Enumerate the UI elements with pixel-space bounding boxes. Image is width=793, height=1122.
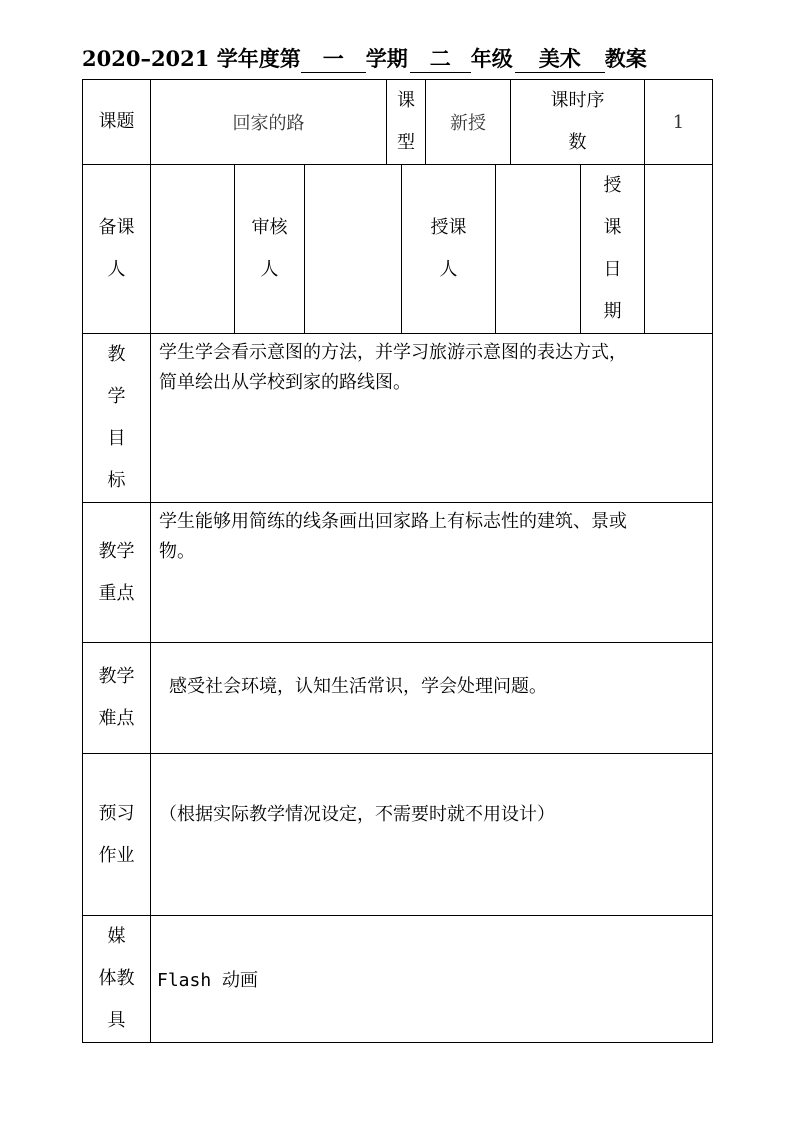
preparer-value	[151, 165, 235, 334]
title-subject: 美术	[515, 46, 605, 73]
preparer-label	[83, 165, 151, 334]
keypoints-label-line2: 重点	[98, 582, 135, 604]
homework-label	[83, 754, 151, 916]
lesson-plan-table	[82, 79, 713, 1043]
objectives-label-line4: 标	[107, 470, 126, 491]
preparer-label-line2: 人	[107, 259, 126, 280]
topic-label: 课题	[83, 80, 151, 165]
reviewer-label-line2: 人	[260, 259, 279, 280]
teacher-label	[402, 165, 496, 334]
media-label-line2: 体教	[98, 968, 135, 989]
homework-label-line1: 预习	[98, 802, 135, 824]
keypoints-text-line2: 物。	[159, 541, 195, 562]
table-row-topic	[83, 80, 713, 165]
difficulties-label	[83, 643, 151, 754]
keypoints-label-line1: 教学	[98, 540, 135, 562]
date-label	[581, 165, 645, 334]
hours-label-line2: 数	[568, 132, 587, 153]
keypoints-label	[83, 503, 151, 643]
objectives-label-line2: 学	[107, 386, 126, 407]
teacher-label-line1: 授课	[430, 217, 467, 238]
title-year: 2020–2021 学年度第	[82, 46, 301, 71]
table-row-difficulties	[83, 643, 713, 754]
type-label-line1: 课	[397, 90, 416, 111]
difficulties-text	[151, 643, 713, 754]
objectives-text	[151, 334, 713, 503]
hours-label	[511, 80, 645, 165]
title-semester-suffix: 学期	[365, 46, 408, 71]
reviewer-value	[305, 165, 402, 334]
date-value	[645, 165, 713, 334]
type-label-line2: 型	[397, 132, 416, 153]
date-label-line1: 授	[603, 175, 622, 196]
table-row-keypoints	[83, 503, 713, 643]
date-label-line2: 课	[603, 217, 622, 238]
document-title	[82, 42, 712, 76]
hours-value: 1	[645, 80, 713, 165]
table-row-objectives	[83, 334, 713, 503]
title-grade: 二	[410, 46, 471, 73]
objectives-text-line2: 简单绘出从学校到家的路线图。	[159, 372, 411, 393]
homework-label-line2: 作业	[98, 844, 135, 866]
media-text: Flash 动画	[151, 916, 713, 1043]
homework-text	[151, 754, 713, 916]
reviewer-label-line1: 审核	[251, 217, 288, 238]
table-row-staff	[83, 165, 713, 334]
objectives-label-line3: 目	[107, 428, 126, 449]
table-row-homework	[83, 754, 713, 916]
objectives-text-line1: 学生学会看示意图的方法，并学习旅游示意图的表达方式，	[159, 342, 627, 363]
table-row-media	[83, 916, 713, 1043]
title-grade-suffix: 年级	[470, 46, 513, 71]
difficulties-label-line1: 教学	[98, 666, 135, 687]
date-label-line3: 日	[603, 259, 622, 280]
objectives-label-line1: 教	[107, 344, 126, 365]
difficulties-text-line: 感受社会环境，认知生活常识，学会处理问题。	[169, 676, 547, 697]
teacher-value	[496, 165, 581, 334]
title-doc-suffix: 教案	[604, 46, 647, 71]
teacher-label-line2: 人	[439, 259, 458, 280]
type-label	[387, 80, 426, 165]
topic-value: 回家的路	[151, 80, 387, 165]
objectives-label	[83, 334, 151, 503]
reviewer-label	[235, 165, 305, 334]
date-label-line4: 期	[603, 301, 622, 322]
type-value: 新授	[426, 80, 511, 165]
media-label-line3: 具	[107, 1010, 126, 1031]
media-label	[83, 916, 151, 1043]
preparer-label-line1: 备课	[98, 217, 135, 238]
difficulties-label-line2: 难点	[98, 708, 135, 729]
hours-label-line1: 课时序	[550, 90, 605, 111]
media-label-line1: 媒	[107, 926, 126, 947]
title-semester: 一	[301, 46, 366, 73]
homework-text-line: （根据实际教学情况设定，不需要时就不用设计）	[159, 804, 555, 825]
keypoints-text-line1: 学生能够用简练的线条画出回家路上有标志性的建筑、景或	[159, 511, 627, 532]
keypoints-text	[151, 503, 713, 643]
